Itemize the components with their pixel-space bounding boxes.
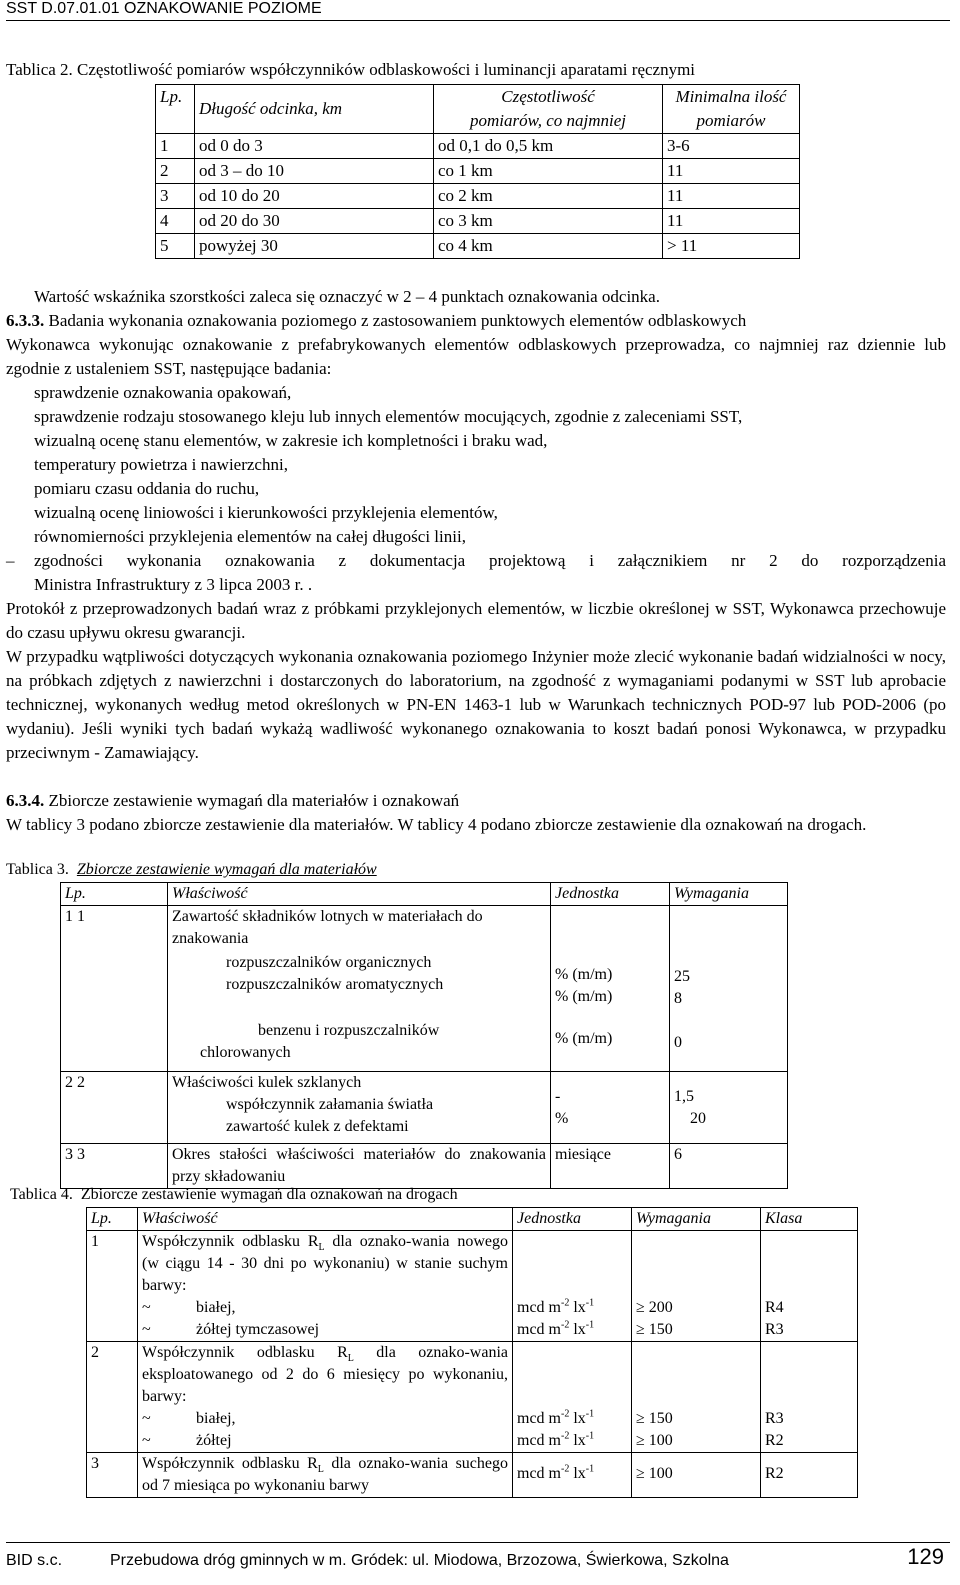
t4-r3-class	[761, 1453, 858, 1498]
t4-r2-class	[761, 1342, 858, 1453]
t3-r2-lp: 2 2	[61, 1072, 168, 1144]
list-item: temperatury powietrza i nawierzchni,	[34, 455, 288, 474]
t2-cell: 11	[663, 184, 800, 209]
t4-r2-prop	[138, 1342, 513, 1453]
unit-exp2: -1	[585, 1408, 595, 1420]
unit-a: mcd m	[517, 1410, 561, 1427]
unit-b: lx	[569, 1410, 586, 1427]
header-rule	[6, 20, 950, 21]
t2-cell: co 3 km	[434, 209, 663, 234]
t2-col-length: Długość odcinka, km	[195, 85, 434, 134]
t3-h-lp: Lp.	[61, 883, 168, 906]
t2-col-freq	[434, 85, 663, 134]
section-633-heading	[6, 309, 946, 333]
t3-r1-v2	[674, 988, 783, 1010]
t4-r3-lp: 3	[87, 1453, 138, 1498]
t4-r2-u2	[517, 1430, 627, 1452]
tests-list	[34, 381, 944, 549]
unit-b: lx	[569, 1321, 586, 1338]
table2	[155, 84, 800, 259]
t3-r3-prop: Okres stałości właściwości materiałów do znakowania przy składowaniu	[168, 1144, 551, 1189]
t2-cell: 3	[156, 184, 195, 209]
t3-r2-unit	[551, 1072, 670, 1144]
t4-r1-t2: dla oznako-wania nowego (w ciągu 14 - 30 dni po wykonaniu) w stanie suchym barwy:	[142, 1233, 508, 1294]
t3-r2-u1: -	[555, 1088, 561, 1105]
t2-col-lp: Lp.	[156, 85, 195, 134]
dash-text-2: Ministra Infrastruktury z 3 lipca 2003 r. .	[34, 575, 313, 594]
list-item: wizualną ocenę stanu elementów, w zakresie ich kompletności i braku wad,	[34, 431, 548, 450]
t4-h-req: Wymagania	[632, 1208, 761, 1231]
t3-caption-label: Tablica 3.	[6, 861, 69, 878]
ge-icon: ≥	[636, 1465, 645, 1482]
t3-r3-unit: miesiące	[551, 1144, 670, 1189]
unit-exp2: -1	[585, 1297, 595, 1309]
t4-r1-prop	[138, 1231, 513, 1342]
t4-r3-unit	[513, 1453, 632, 1498]
unit-exp: -2	[561, 1297, 570, 1309]
t4-r2-unit	[513, 1342, 632, 1453]
t2-cell: 3-6	[663, 134, 800, 159]
dash-text-1: zgodności wykonania oznakowania z dokumentacja projektową i załącznikiem nr 2 do rozporządzenia	[34, 551, 946, 570]
dash-icon: ~	[142, 1299, 151, 1316]
t3-r1-unit	[551, 906, 670, 1072]
unit-a: mcd m	[517, 1432, 561, 1449]
dash-icon: ~	[142, 1432, 151, 1449]
table4	[86, 1207, 858, 1498]
t2-cell: co 2 km	[434, 184, 663, 209]
ge-icon: ≥	[636, 1321, 645, 1338]
section-634-number: 6.3.4.	[6, 791, 45, 810]
table4-caption	[10, 1184, 710, 1206]
t4-h-lp: Lp.	[87, 1208, 138, 1231]
dash-item	[6, 549, 946, 597]
t3-r1-u1: % (m/m)	[555, 966, 613, 983]
unit-exp: -2	[561, 1463, 570, 1475]
unit-a: mcd m	[517, 1299, 561, 1316]
t2-min-l1: Minimalna ilość	[675, 87, 787, 106]
t3-r1-req	[670, 906, 788, 1072]
t4-r2-k2: R2	[765, 1432, 784, 1449]
t2-cell: 11	[663, 209, 800, 234]
paragraph-protocol: Protokół z przeprowadzonych badań wraz z próbkami przyklejonych elementów, w liczbie określonej w SST, Wykonawca przechowuje do czasu upływu okresu gwarancji.	[6, 599, 946, 642]
t4-r3-prop	[138, 1453, 513, 1498]
t3-r3-req	[670, 1144, 788, 1189]
unit-exp2: -1	[585, 1463, 595, 1475]
t4-r1-t1: Współczynnik odblasku R	[142, 1233, 319, 1250]
unit-exp2: -1	[585, 1430, 595, 1442]
t4-r2-v2	[636, 1430, 756, 1452]
dash-mark: –	[6, 551, 15, 570]
t3-r1-prop	[168, 906, 551, 1072]
t2-col-min	[663, 85, 800, 134]
t4-r3-v	[636, 1463, 756, 1485]
t4-r2-a	[142, 1408, 508, 1430]
t3-r1-b	[172, 974, 546, 996]
table3-caption	[6, 859, 706, 881]
unit-exp2: -1	[585, 1319, 595, 1331]
t2-cell: od 0,1 do 0,5 km	[434, 134, 663, 159]
t2-cell: 2	[156, 159, 195, 184]
t2-cell: od 10 do 20	[195, 184, 434, 209]
t3-r2-v1-val: 1,5	[674, 1088, 694, 1105]
ge-icon: ≥	[636, 1410, 645, 1427]
t3-r2-a-text: współczynnik załamania światła	[226, 1096, 434, 1113]
t4-r2-t1: Współczynnik odblasku R	[142, 1344, 348, 1361]
t4-r3-k: R2	[765, 1465, 784, 1482]
t4-h-class: Klasa	[761, 1208, 858, 1231]
unit-b: lx	[569, 1465, 586, 1482]
t4-r2-k1: R3	[765, 1410, 784, 1427]
t4-caption-title: Zbiorcze zestawienie wymagań dla oznakowań na drogach	[80, 1186, 458, 1203]
unit-b: lx	[569, 1299, 586, 1316]
ge-icon: ≥	[636, 1299, 645, 1316]
t3-r1-v1-val: 25	[674, 968, 690, 985]
t3-r1-u2: % (m/m)	[555, 988, 613, 1005]
t3-r1-c-text: benzenu i rozpuszczalników	[258, 1022, 440, 1039]
t4-r1-req	[632, 1231, 761, 1342]
t4-r1-u1	[517, 1297, 627, 1319]
paragraph-tests-intro: Wykonawca wykonując oznakowanie z prefabrykowanych elementów odblaskowych przeprowadza, co najmniej raz dziennie lub zgodnie z ustaleniem SST, następujące badania:	[6, 335, 946, 378]
t3-r1-c-text2: chlorowanych	[200, 1044, 291, 1061]
t4-r3-req	[632, 1453, 761, 1498]
ge-icon: ≥	[636, 1432, 645, 1449]
list-item: sprawdzenie oznakowania opakowań,	[34, 383, 292, 402]
t3-r2-v2: 20	[690, 1110, 706, 1127]
page-header: SST D.07.01.01 OZNAKOWANIE POZIOME	[6, 0, 322, 17]
t4-r2-v2-val: 100	[648, 1432, 673, 1449]
t4-r2-req	[632, 1342, 761, 1453]
dash-icon: ~	[142, 1410, 151, 1427]
t4-r2-sub: L	[347, 1353, 354, 1365]
t2-cell: 11	[663, 159, 800, 184]
t4-r2-u1	[517, 1408, 627, 1430]
section-634-heading	[6, 789, 946, 813]
t4-r3-t1: Współczynnik odblasku R	[142, 1455, 318, 1472]
t3-r1-lp: 1 1	[61, 906, 168, 1072]
t4-r1-v2-val: 150	[648, 1321, 673, 1338]
t2-min-l2: pomiarów	[696, 111, 766, 130]
section-633-number: 6.3.3.	[6, 311, 45, 330]
t4-r1-v1-val: 200	[648, 1299, 673, 1316]
t2-cell: co 4 km	[434, 234, 663, 259]
footer-project: Przebudowa dróg gminnych w m. Gródek: ul. Miodowa, Brzozowa, Świerkowa, Szkolna	[110, 1552, 729, 1569]
t3-r2-req	[670, 1072, 788, 1144]
unit-a: mcd m	[517, 1465, 561, 1482]
t3-r1-v2-val: 8	[674, 990, 682, 1007]
t4-r2-v1	[636, 1408, 756, 1430]
list-item: wizualną ocenę liniowości i kierunkowości przyklejenia elementów,	[34, 503, 498, 522]
list-item: sprawdzenie rodzaju stosowanego kleju lub innych elementów mocujących, zgodnie z zaleceniami SST,	[34, 407, 743, 426]
t3-r1-b-text: rozpuszczalników aromatycznych	[226, 976, 444, 993]
t4-r1-k1: R4	[765, 1299, 784, 1316]
t3-r2-v1	[674, 1086, 783, 1108]
table3	[60, 882, 788, 1189]
dash-icon: ~	[142, 1321, 151, 1338]
t2-cell: 1	[156, 134, 195, 159]
t4-r2-a-text: białej,	[196, 1410, 236, 1427]
paragraph-roughness: Wartość wskaźnika szorstkości zaleca się oznaczyć w 2 – 4 punktach oznakowania odcinka.	[34, 287, 660, 306]
list-item: pomiaru czasu oddania do ruchu,	[34, 479, 260, 498]
t4-r1-b	[142, 1319, 508, 1341]
t2-cell: od 0 do 3	[195, 134, 434, 159]
t3-r2-b-text: zawartość kulek z defektami	[226, 1118, 409, 1135]
t3-r3-v: 6	[674, 1146, 682, 1163]
t3-caption-title: Zbiorcze zestawienie wymagań dla materiałów	[76, 861, 377, 878]
t4-r3-sub: L	[317, 1464, 324, 1476]
t4-r1-title	[142, 1231, 508, 1297]
t2-cell: > 11	[663, 234, 800, 259]
page-number: 129	[907, 1544, 944, 1569]
t4-r3-u	[517, 1463, 627, 1485]
paragraph-doubts: W przypadku wątpliwości dotyczących wykonania oznakowania poziomego Inżynier może zlecić wykonanie badań widzialności w nocy, na próbkach zdjętych z nawierzchni i dostarczonych do laboratorium, na zgodność z wymaganiami podanymi w SST lub aprobacie technicznej, wykonanych według metod określonych w PN-EN 1463-1 lub w Warunkach technicznych POD-97 lub POD-2006 (po wydaniu). Jeśli wyniki tych badań wykażą wadliwość wykonanego oznakowania to koszt badań ponosi Wykonawca, w przypadku przeciwnym - Zamawiający.	[6, 647, 946, 762]
t3-r1-c	[172, 1020, 546, 1042]
t3-r1-a-text: rozpuszczalników organicznych	[226, 954, 432, 971]
t4-r1-u2	[517, 1319, 627, 1341]
t4-r2-b-text: żółtej	[196, 1432, 232, 1449]
t4-r3-t2: dla oznako-wania suchego od 7 miesiąca po wykonaniu barwy	[142, 1455, 508, 1494]
unit-exp: -2	[561, 1430, 570, 1442]
t4-r1-v2	[636, 1319, 756, 1341]
t4-r2-b	[142, 1430, 508, 1452]
t4-r2-t2: dla oznako-wania eksploatowanego od 2 do 6 miesięcy po wykonaniu, barwy:	[142, 1344, 508, 1405]
t4-r1-a	[142, 1297, 508, 1319]
t3-h-unit: Jednostka	[551, 883, 670, 906]
section-634-title: Zbiorcze zestawienie wymagań dla materiałów i oznakowań	[44, 791, 460, 810]
t4-r1-class	[761, 1231, 858, 1342]
t3-h-req: Wymagania	[670, 883, 788, 906]
t2-cell: 5	[156, 234, 195, 259]
t4-h-unit: Jednostka	[513, 1208, 632, 1231]
footer-company: BID s.c.	[6, 1552, 63, 1569]
t2-cell: od 20 do 30	[195, 209, 434, 234]
footer-rule	[6, 1542, 950, 1543]
table2-caption: Tablica 2. Częstotliwość pomiarów współczynników odblaskowości i luminancji aparatami ręcznymi	[6, 60, 696, 79]
t4-r1-unit	[513, 1231, 632, 1342]
section-633-title: Badania wykonania oznakowania poziomego z zastosowaniem punktowych elementów odblaskowych	[44, 311, 747, 330]
dash-line	[6, 549, 946, 573]
list-item: równomierności przyklejenia elementów na całej długości linii,	[34, 527, 466, 546]
t4-r1-b-text: żółtej tymczasowej	[196, 1321, 320, 1338]
t2-freq-l1: Częstotliwość	[501, 87, 595, 106]
t4-r1-a-text: białej,	[196, 1299, 236, 1316]
unit-a: mcd m	[517, 1321, 561, 1338]
t3-r1-v3: 0	[674, 1034, 682, 1051]
t3-r1-a	[172, 952, 546, 974]
t3-r1-u3: % (m/m)	[555, 1030, 613, 1047]
t4-r1-lp: 1	[87, 1231, 138, 1342]
t4-r1-sub: L	[318, 1242, 325, 1254]
t2-cell: 4	[156, 209, 195, 234]
t2-freq-l2: pomiarów, co najmniej	[470, 111, 626, 130]
t3-r2-u2: %	[555, 1110, 569, 1127]
t4-r2-lp: 2	[87, 1342, 138, 1453]
t3-r1-v1	[674, 966, 783, 988]
t4-h-prop: Właściwość	[138, 1208, 513, 1231]
t3-r3-lp: 3 3	[61, 1144, 168, 1189]
t2-cell: co 1 km	[434, 159, 663, 184]
t4-r2-v1-val: 150	[648, 1410, 673, 1427]
unit-b: lx	[569, 1432, 586, 1449]
t4-r1-v1	[636, 1297, 756, 1319]
unit-exp: -2	[561, 1408, 570, 1420]
t4-r3-v-val: 100	[648, 1465, 673, 1482]
t3-r2-title: Właściwości kulek szklanych	[172, 1074, 362, 1091]
t2-cell: powyżej 30	[195, 234, 434, 259]
t3-r1-title: Zawartość składników lotnych w materiałach do znakowania	[172, 908, 483, 947]
paragraph-summary: W tablicy 3 podano zbiorcze zestawienie dla materiałów. W tablicy 4 podano zbiorcze zestawienie dla oznakowań na drogach.	[6, 815, 867, 834]
unit-exp: -2	[561, 1319, 570, 1331]
t3-r2-a	[172, 1094, 546, 1116]
t3-r2-b	[172, 1116, 546, 1138]
t4-r1-k2: R3	[765, 1321, 784, 1338]
t4-caption-label: Tablica 4.	[10, 1186, 73, 1203]
t3-h-prop: Właściwość	[168, 883, 551, 906]
t4-r2-title	[142, 1342, 508, 1408]
t2-cell: od 3 – do 10	[195, 159, 434, 184]
t3-r2-prop	[168, 1072, 551, 1144]
